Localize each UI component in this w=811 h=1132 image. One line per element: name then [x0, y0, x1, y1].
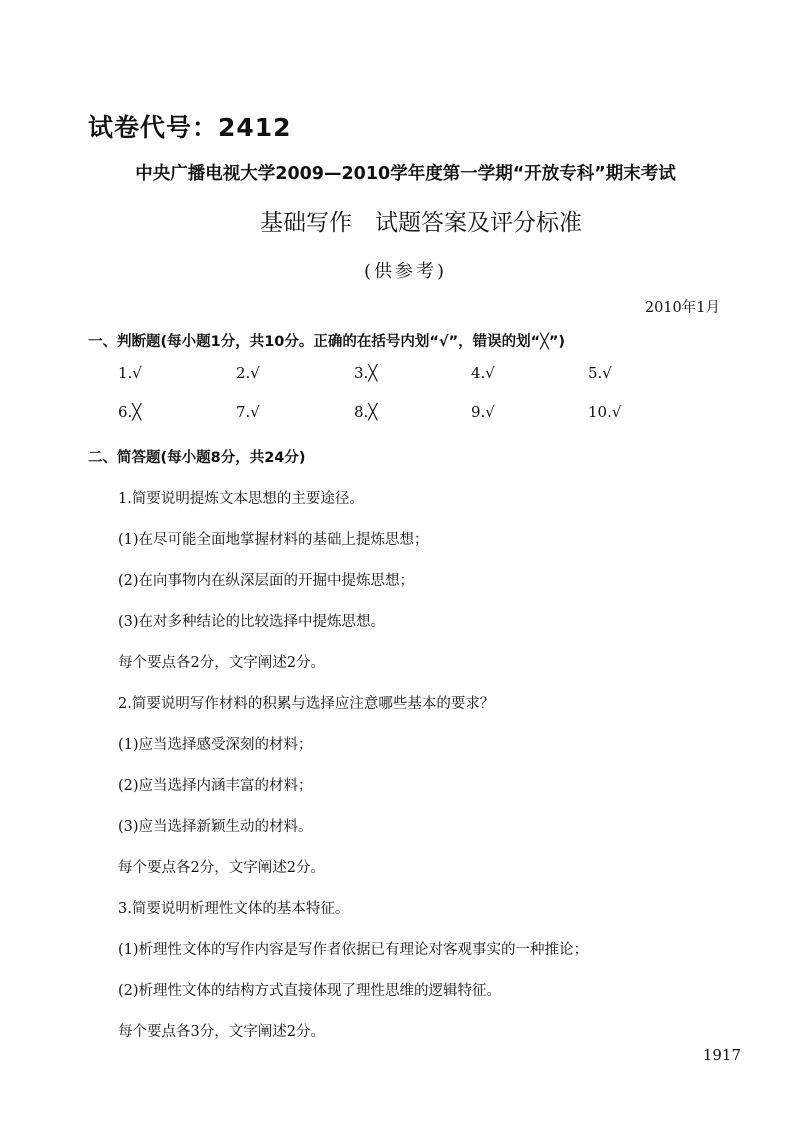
- scoring-note: 每个要点各2分，文字阐述2分。: [118, 655, 325, 671]
- scoring-note: 每个要点各3分，文字阐述2分。: [118, 1024, 325, 1040]
- answer-line: (3)应当选择新颖生动的材料。: [118, 819, 313, 835]
- answer-8: 8.╳: [354, 403, 378, 421]
- section-2-heading: 二、简答题(每小题8分，共24分): [88, 450, 306, 466]
- answer-line: (3)在对多种结论的比较选择中提炼思想。: [118, 614, 386, 630]
- section-1-heading: 一、判断题(每小题1分，共10分。正确的在括号内划“√”，错误的划“╳”): [88, 334, 566, 350]
- answer-4: 4.√: [471, 364, 495, 382]
- answer-line: (1)在尽可能全面地掌握材料的基础上提炼思想；: [118, 532, 429, 548]
- answer-line: (2)析理性文体的结构方式直接体现了理性思维的逻辑特征。: [118, 983, 502, 999]
- answer-line: (1)析理性文体的写作内容是写作者依据已有理论对客观事实的一种推论；: [118, 942, 589, 958]
- answer-5: 5.√: [588, 364, 612, 382]
- exam-heading: 中央广播电视大学2009—2010学年度第一学期“开放专科”期末考试: [135, 164, 676, 184]
- reference-note: (供参考): [363, 261, 448, 282]
- scoring-note: 每个要点各2分，文字阐述2分。: [118, 860, 325, 876]
- answer-3: 3.╳: [354, 364, 378, 382]
- document-title: 基础写作 试题答案及评分标准: [260, 210, 582, 236]
- answer-10: 10.√: [588, 403, 622, 421]
- question-1: 1.简要说明提炼文本思想的主要途径。: [118, 491, 364, 507]
- question-2: 2.简要说明写作材料的积累与选择应注意哪些基本的要求？: [118, 696, 495, 712]
- page-number: 1917: [702, 1046, 741, 1064]
- answer-7: 7.√: [236, 403, 260, 421]
- exam-date: 2010年1月: [644, 300, 720, 316]
- question-3: 3.简要说明析理性文体的基本特征。: [118, 901, 350, 917]
- answer-line: (2)应当选择内涵丰富的材料；: [118, 778, 313, 794]
- answer-1: 1.√: [118, 364, 142, 382]
- paper-code: 试卷代号：2412: [88, 113, 292, 142]
- answer-line: (2)在向事物内在纵深层面的开掘中提炼思想；: [118, 573, 415, 589]
- answer-line: (1)应当选择感受深刻的材料；: [118, 737, 313, 753]
- answer-2: 2.√: [236, 364, 260, 382]
- answer-6: 6.╳: [118, 403, 142, 421]
- answer-9: 9.√: [471, 403, 495, 421]
